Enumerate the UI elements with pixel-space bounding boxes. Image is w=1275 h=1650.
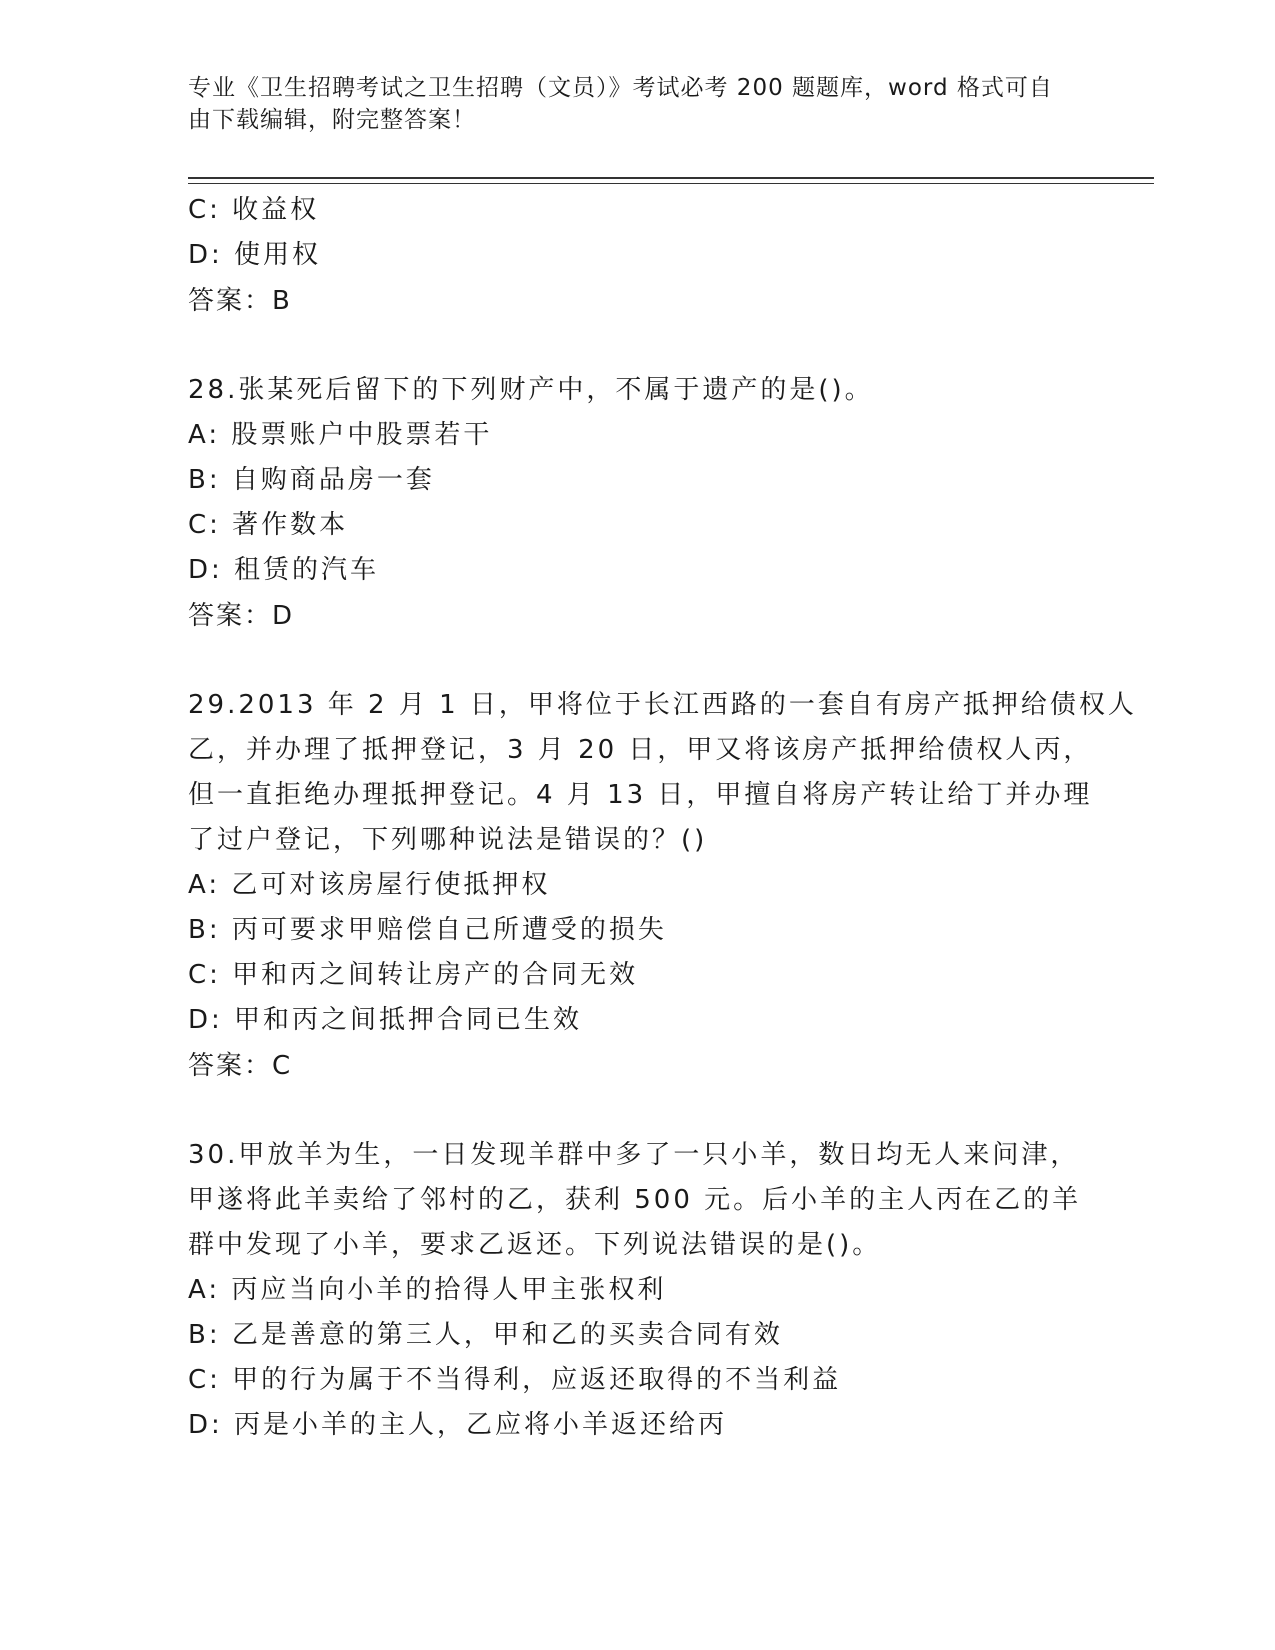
header-divider-thin (188, 183, 1154, 184)
option-b: B: 自购商品房一套 (188, 465, 435, 495)
header-line-2: 由下载编辑，附完整答案！ (188, 107, 476, 133)
option-c: C: 甲的行为属于不当得利，应返还取得的不当利益 (188, 1365, 842, 1395)
option-d: D: 甲和丙之间抵押合同已生效 (188, 1005, 583, 1035)
option-a: A: 股票账户中股票若干 (188, 420, 493, 450)
option-b: B: 丙可要求甲赔偿自己所遭受的损失 (188, 915, 667, 945)
option-d: D: 租赁的汽车 (188, 555, 380, 585)
question-stem: 28.张某死后留下的下列财产中，不属于遗产的是()。 (188, 375, 874, 405)
answer: 答案：D (188, 601, 295, 631)
question-stem-line-2: 乙，并办理了抵押登记，3 月 20 日，甲又将该房产抵押给债权人丙， (188, 735, 1093, 765)
option-c: C: 著作数本 (188, 510, 349, 540)
question-stem-line-4: 了过户登记，下列哪种说法是错误的？() (188, 825, 708, 855)
question-stem-line-1: 29.2013 年 2 月 1 日，甲将位于长江西路的一套自有房产抵押给债权人 (188, 690, 1137, 720)
header-divider-thick (188, 177, 1154, 179)
option-d: D: 丙是小羊的主人，乙应将小羊返还给丙 (188, 1410, 728, 1440)
question-28 (188, 368, 1088, 639)
question-29 (188, 683, 1137, 1089)
spacer (188, 324, 1088, 368)
header-line-1: 专业《卫生招聘考试之卫生招聘（文员）》考试必考 200 题题库，word 格式可自 (188, 75, 1053, 101)
option-c: C: 甲和丙之间转让房产的合同无效 (188, 960, 639, 990)
question-stem-line-2: 甲遂将此羊卖给了邻村的乙，获利 500 元。后小羊的主人丙在乙的羊 (188, 1185, 1082, 1215)
answer: 答案：B (188, 286, 292, 316)
question-stem-line-3: 但一直拒绝办理抵押登记。4 月 13 日，甲擅自将房产转让给丁并办理 (188, 780, 1093, 810)
question-list (188, 188, 1137, 1448)
question-stem-line-3: 群中发现了小羊，要求乙返还。下列说法错误的是()。 (188, 1230, 882, 1260)
question-stem-line-1: 30.甲放羊为生，一日发现羊群中多了一只小羊，数日均无人来问津， (188, 1140, 1080, 1170)
option-c: C: 收益权 (188, 195, 320, 225)
option-d: D: 使用权 (188, 240, 322, 270)
spacer (188, 639, 1088, 683)
option-b: B: 乙是善意的第三人，甲和乙的买卖合同有效 (188, 1320, 783, 1350)
option-a: A: 乙可对该房屋行使抵押权 (188, 870, 551, 900)
question-30 (188, 1133, 1088, 1448)
option-a: A: 丙应当向小羊的拾得人甲主张权利 (188, 1275, 667, 1305)
document-header (188, 72, 1068, 136)
spacer (188, 1089, 1088, 1133)
question-27 (188, 188, 1088, 324)
answer: 答案：C (188, 1051, 293, 1081)
